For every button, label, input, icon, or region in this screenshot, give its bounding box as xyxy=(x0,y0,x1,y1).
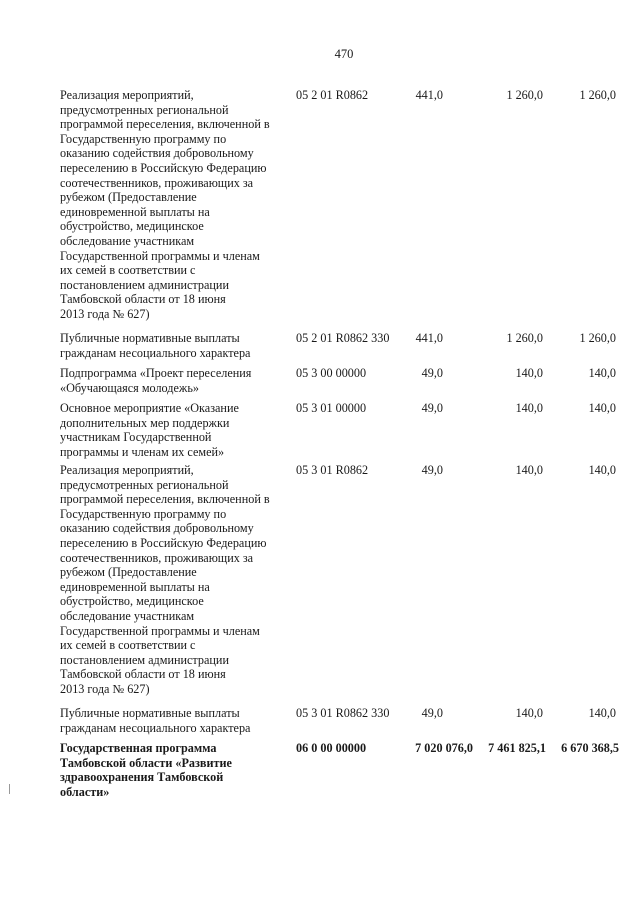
row-name: Государственная программа Тамбовской области «Развитие здравоохранения Тамбовской области» xyxy=(60,741,232,799)
row-value-1: 49,0 xyxy=(421,463,443,477)
row-value-2: 140,0 xyxy=(515,401,543,415)
row-value-3: 140,0 xyxy=(588,706,616,720)
row-value-3: 140,0 xyxy=(588,401,616,415)
row-value-1: 49,0 xyxy=(421,706,443,720)
row-code: 05 2 01 R0862 xyxy=(296,88,369,102)
row-value-3: 1 260,0 xyxy=(579,331,616,345)
row-value-2: 140,0 xyxy=(515,463,543,477)
row-code: 06 0 00 00000 xyxy=(296,741,367,755)
row-code: 05 3 00 00000 xyxy=(296,366,367,380)
row-code: 05 3 01 00000 xyxy=(296,401,367,415)
row-name: Реализация мероприятий, предусмотренных региональной программой переселения, включенной в Государственную программу по оказанию содействия добровольному переселению в Российскую Федерацию соотечественников, проживающих за рубежом (Предоставление единовременной выплаты на обустройство, медицинское обследование участникам Государственной программы и членам их семей в соответствии с постановлением администрации Тамбовской области от 18 июня 2013 года № 627) xyxy=(60,463,270,696)
row-code: 05 3 01 R0862 330 xyxy=(296,706,390,720)
row-value-2: 1 260,0 xyxy=(506,88,543,102)
row-name: Основное мероприятие «Оказание дополнительных мер поддержки участникам Государственной программы и членам их семей» xyxy=(60,401,239,459)
row-value-3: 140,0 xyxy=(588,463,616,477)
row-code: 05 2 01 R0862 330 xyxy=(296,331,390,345)
row-value-2: 140,0 xyxy=(515,366,543,380)
row-value-1: 49,0 xyxy=(421,401,443,415)
row-value-2: 7 461 825,1 xyxy=(488,741,546,755)
row-value-2: 140,0 xyxy=(515,706,543,720)
row-name: Публичные нормативные выплаты гражданам несоциального характера xyxy=(60,706,251,735)
row-value-3: 6 670 368,5 xyxy=(561,741,619,755)
row-value-2: 1 260,0 xyxy=(506,331,543,345)
row-value-1: 441,0 xyxy=(415,331,443,345)
row-value-1: 7 020 076,0 xyxy=(415,741,473,755)
row-value-1: 49,0 xyxy=(421,366,443,380)
row-value-3: 1 260,0 xyxy=(579,88,616,102)
scan-edge-mark xyxy=(9,784,10,794)
row-name: Реализация мероприятий, предусмотренных региональной программой переселения, включенной в Государственную программу по оказанию содействия добровольному переселению в Российскую Федерацию соотечественников, проживающих за рубежом (Предоставление единовременной выплаты на обустройство, медицинское обследование участникам Государственной программы и членам их семей в соответствии с постановлением администрации Тамбовской области от 18 июня 2013 года № 627) xyxy=(60,88,270,321)
row-value-1: 441,0 xyxy=(415,88,443,102)
row-name: Подпрограмма «Проект переселения «Обучающаяся молодежь» xyxy=(60,366,252,395)
row-name: Публичные нормативные выплаты гражданам несоциального характера xyxy=(60,331,251,360)
page-number: 470 xyxy=(334,47,354,61)
row-value-3: 140,0 xyxy=(588,366,616,380)
row-code: 05 3 01 R0862 xyxy=(296,463,369,477)
